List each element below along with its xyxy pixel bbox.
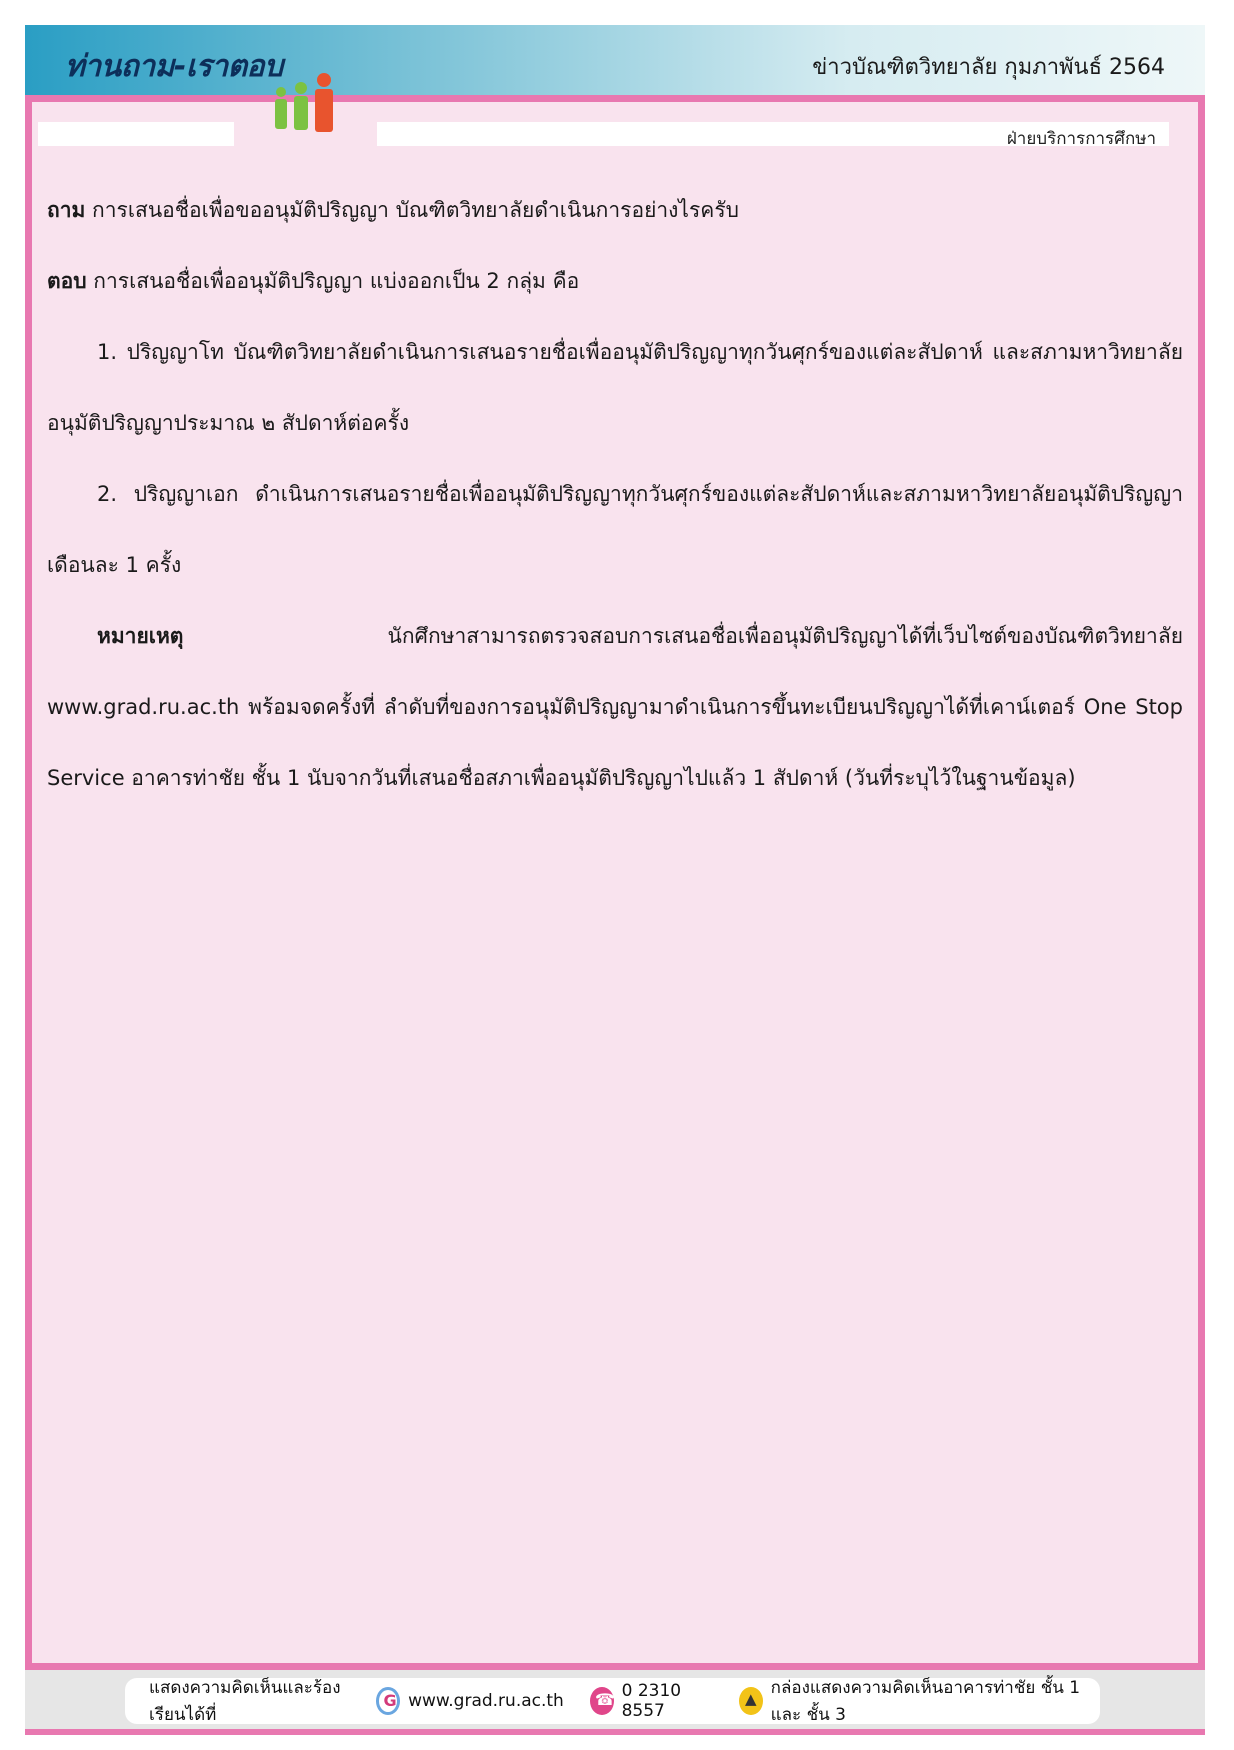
page-footer bbox=[25, 1670, 1205, 1735]
comment-box-location: กล่องแสดงความคิดเห็นอาคารท่าชัย ชั้น 1 และ ชั้น 3 bbox=[770, 1678, 1081, 1725]
section-title: ท่านถาม-เราตอบ bbox=[65, 49, 283, 84]
phone-number: 0 2310 8557 bbox=[621, 1681, 682, 1721]
answer-text: การเสนอชื่อเพื่ออนุมัติปริญญา แบ่งออกเป็น 2 กลุ่ม คือ bbox=[93, 269, 580, 293]
phone-icon bbox=[590, 1687, 614, 1715]
question-label: ถาม bbox=[47, 198, 86, 222]
department-label: ฝ่ายบริการการศึกษา bbox=[1006, 129, 1156, 149]
answer-paragraph bbox=[47, 246, 1183, 317]
question-text: การเสนอชื่อเพื่อขออนุมัติปริญญา บัณฑิตวิทยาลัยดำเนินการอย่างไรครับ bbox=[92, 198, 739, 222]
answer-label: ตอบ bbox=[47, 269, 87, 293]
note-paragraph bbox=[47, 601, 1183, 814]
answer-item-doctoral: 2. ปริญญาเอก ดำเนินการเสนอรายชื่อเพื่ออนุมัติปริญญาทุกวันศุกร์ของแต่ละสัปดาห์และสภามหาวิทยาลัยอนุมัติปริญญาเดือนละ 1 ครั้ง bbox=[47, 482, 1183, 577]
people-icon bbox=[267, 72, 347, 142]
qa-content bbox=[47, 175, 1183, 814]
header-strip-left bbox=[38, 122, 234, 146]
question-paragraph bbox=[47, 175, 1183, 246]
feedback-label: แสดงความคิดเห็นและร้องเรียนได้ที่ bbox=[149, 1678, 341, 1725]
answer-item-masters: 1. ปริญญาโท บัณฑิตวิทยาลัยดำเนินการเสนอรายชื่อเพื่ออนุมัติปริญญาทุกวันศุกร์ของแต่ละสัปดาห์ และสภามหาวิทยาลัยอนุมัติปริญญาประมาณ ๒ สัปดาห์ต่อครั้ง bbox=[47, 340, 1183, 435]
contact-bar bbox=[125, 1678, 1100, 1724]
note-text: นักศึกษาสามารถตรวจสอบการเสนอชื่อเพื่ออนุมัติปริญญาได้ที่เว็บไซต์ของบัณฑิตวิทยาลัย www.grad.ru.ac.th พร้อมจดครั้งที่ ลำดับที่ของการอนุมัติปริญญามาดำเนินการขึ้นทะเบียนปริญญาได้ที่เคาน์เตอร์ One Stop Service อาคารท่าชัย ชั้น 1 นับจากวันที่เสนอชื่อสภาเพื่ออนุมัติปริญญาไปแล้ว 1 สัปดาห์ (วันที่ระบุไว้ในฐานข้อมูล) bbox=[47, 624, 1183, 790]
grad-logo-icon bbox=[376, 1687, 401, 1715]
newsletter-issue: ข่าวบัณฑิตวิทยาลัย กุมภาพันธ์ 2564 bbox=[812, 55, 1165, 80]
page-header bbox=[25, 25, 1205, 95]
website-link[interactable]: www.grad.ru.ac.th bbox=[408, 1691, 564, 1711]
comment-box-icon bbox=[739, 1687, 763, 1715]
note-label: หมายเหตุ bbox=[97, 624, 184, 648]
